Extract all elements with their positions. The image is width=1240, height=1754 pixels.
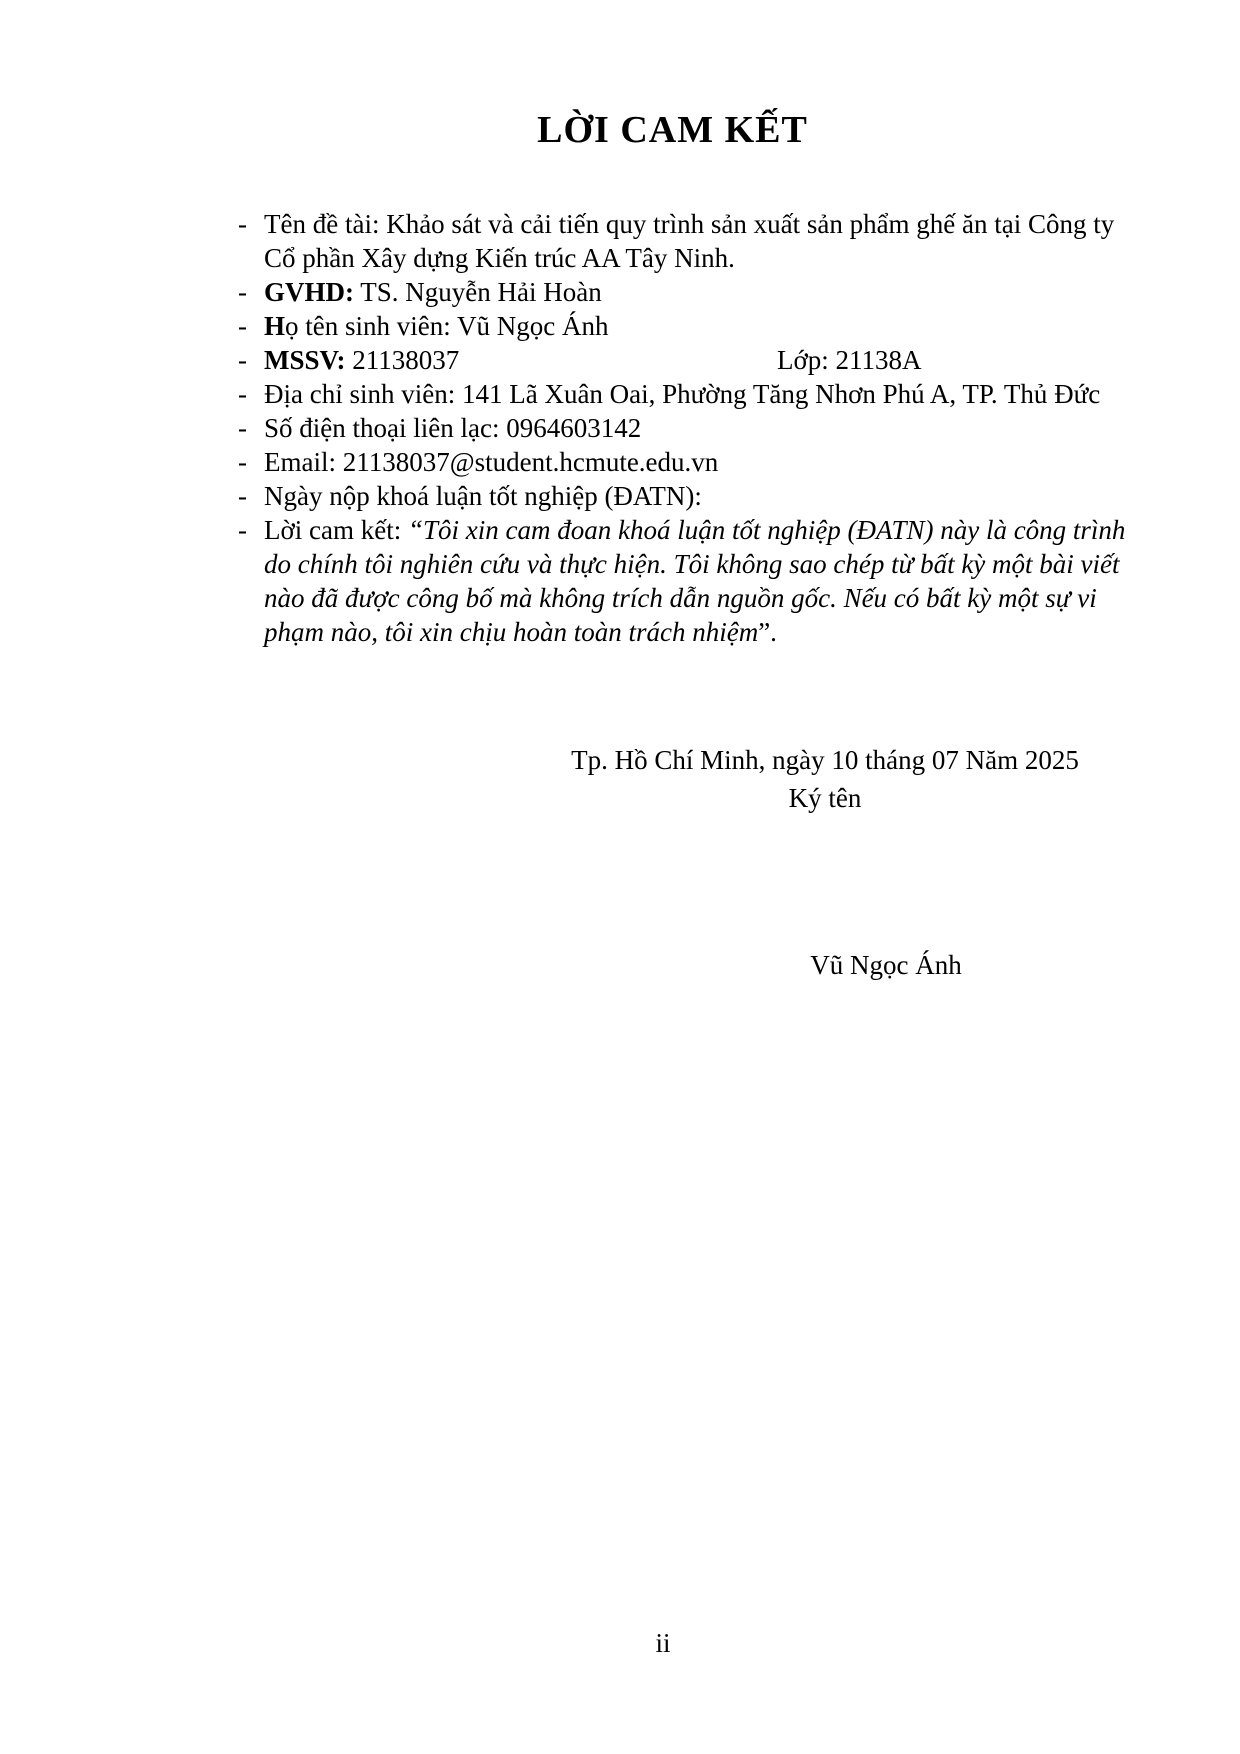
list-item — [238, 411, 1148, 445]
text-segment: H — [264, 311, 286, 341]
list-item-text — [264, 413, 641, 443]
bullet-dash: - — [238, 345, 247, 375]
list-item — [238, 207, 1148, 275]
text-segment: GVHD: — [264, 277, 354, 307]
declaration-list — [238, 207, 1148, 649]
signature-name: Vũ Ngọc Ánh — [810, 950, 962, 980]
bullet-dash: - — [238, 447, 247, 477]
text-segment: Tên đề tài: Khảo sát và cải tiến quy trình sản xuất sản phẩm ghế ăn tại Công ty Cổ phần Xây dựng Kiến trúc AA Tây Ninh. — [264, 209, 1115, 273]
text-segment: Lời cam kết: — [264, 515, 408, 545]
text-segment: Ngày nộp khoá luận tốt nghiệp (ĐATN): — [264, 481, 702, 511]
text-segment: Số điện thoại liên lạc: 0964603142 — [264, 413, 642, 443]
signature-date-line: Tp. Hồ Chí Minh, ngày 10 tháng 07 Năm 2025 — [571, 745, 1079, 775]
text-segment: Địa chỉ sinh viên: 141 Lã Xuân Oai, Phường Tăng Nhơn Phú A, TP. Thủ Đức — [264, 379, 1101, 409]
list-item — [238, 479, 1148, 513]
bullet-dash: - — [238, 209, 247, 239]
text-segment: “Tôi xin cam đoan khoá luận tốt nghiệp (ĐATN) này là công trình do chính tôi nghiên cứu và thực hiện. Tôi không sao chép từ bất kỳ một bài viết nào đã được công bố mà không trích dẫn nguồn gốc. Nếu có bất kỳ một sự vi phạm nào, tôi xin chịu hoàn toàn trách nhiệm — [264, 515, 1126, 647]
list-item — [238, 445, 1148, 479]
list-item — [238, 309, 1148, 343]
bullet-dash: - — [238, 413, 247, 443]
text-segment: Lớp: 21138A — [777, 345, 922, 375]
list-item — [238, 275, 1148, 309]
list-item-text — [264, 311, 609, 341]
list-item-text — [264, 277, 602, 307]
list-item-text — [264, 481, 702, 511]
list-item-text — [264, 209, 1114, 273]
page-number: ii — [655, 1628, 671, 1658]
bullet-dash: - — [238, 379, 247, 409]
text-segment: 21138037 — [345, 345, 460, 375]
list-item-text — [264, 515, 1125, 647]
list-item — [238, 343, 1148, 377]
list-item-text — [264, 447, 718, 477]
text-segment: MSSV: — [264, 345, 346, 375]
page-title: LỜI CAM KẾT — [537, 109, 808, 151]
list-item-text — [264, 379, 1100, 409]
bullet-dash: - — [238, 481, 247, 511]
list-item — [238, 513, 1148, 649]
text-segment: ”. — [758, 617, 777, 647]
text-segment: TS. Nguyễn Hải Hoàn — [354, 277, 602, 307]
text-segment: ọ tên sinh viên: Vũ Ngọc Ánh — [285, 311, 609, 341]
list-item-text — [264, 345, 459, 375]
text-segment: Email: 21138037@student.hcmute.edu.vn — [264, 447, 719, 477]
bullet-dash: - — [238, 311, 247, 341]
signature-label: Ký tên — [788, 783, 862, 813]
list-item-right-text — [777, 343, 922, 377]
list-item — [238, 377, 1148, 411]
signature-block — [500, 741, 1150, 817]
bullet-dash: - — [238, 515, 247, 545]
bullet-dash: - — [238, 277, 247, 307]
